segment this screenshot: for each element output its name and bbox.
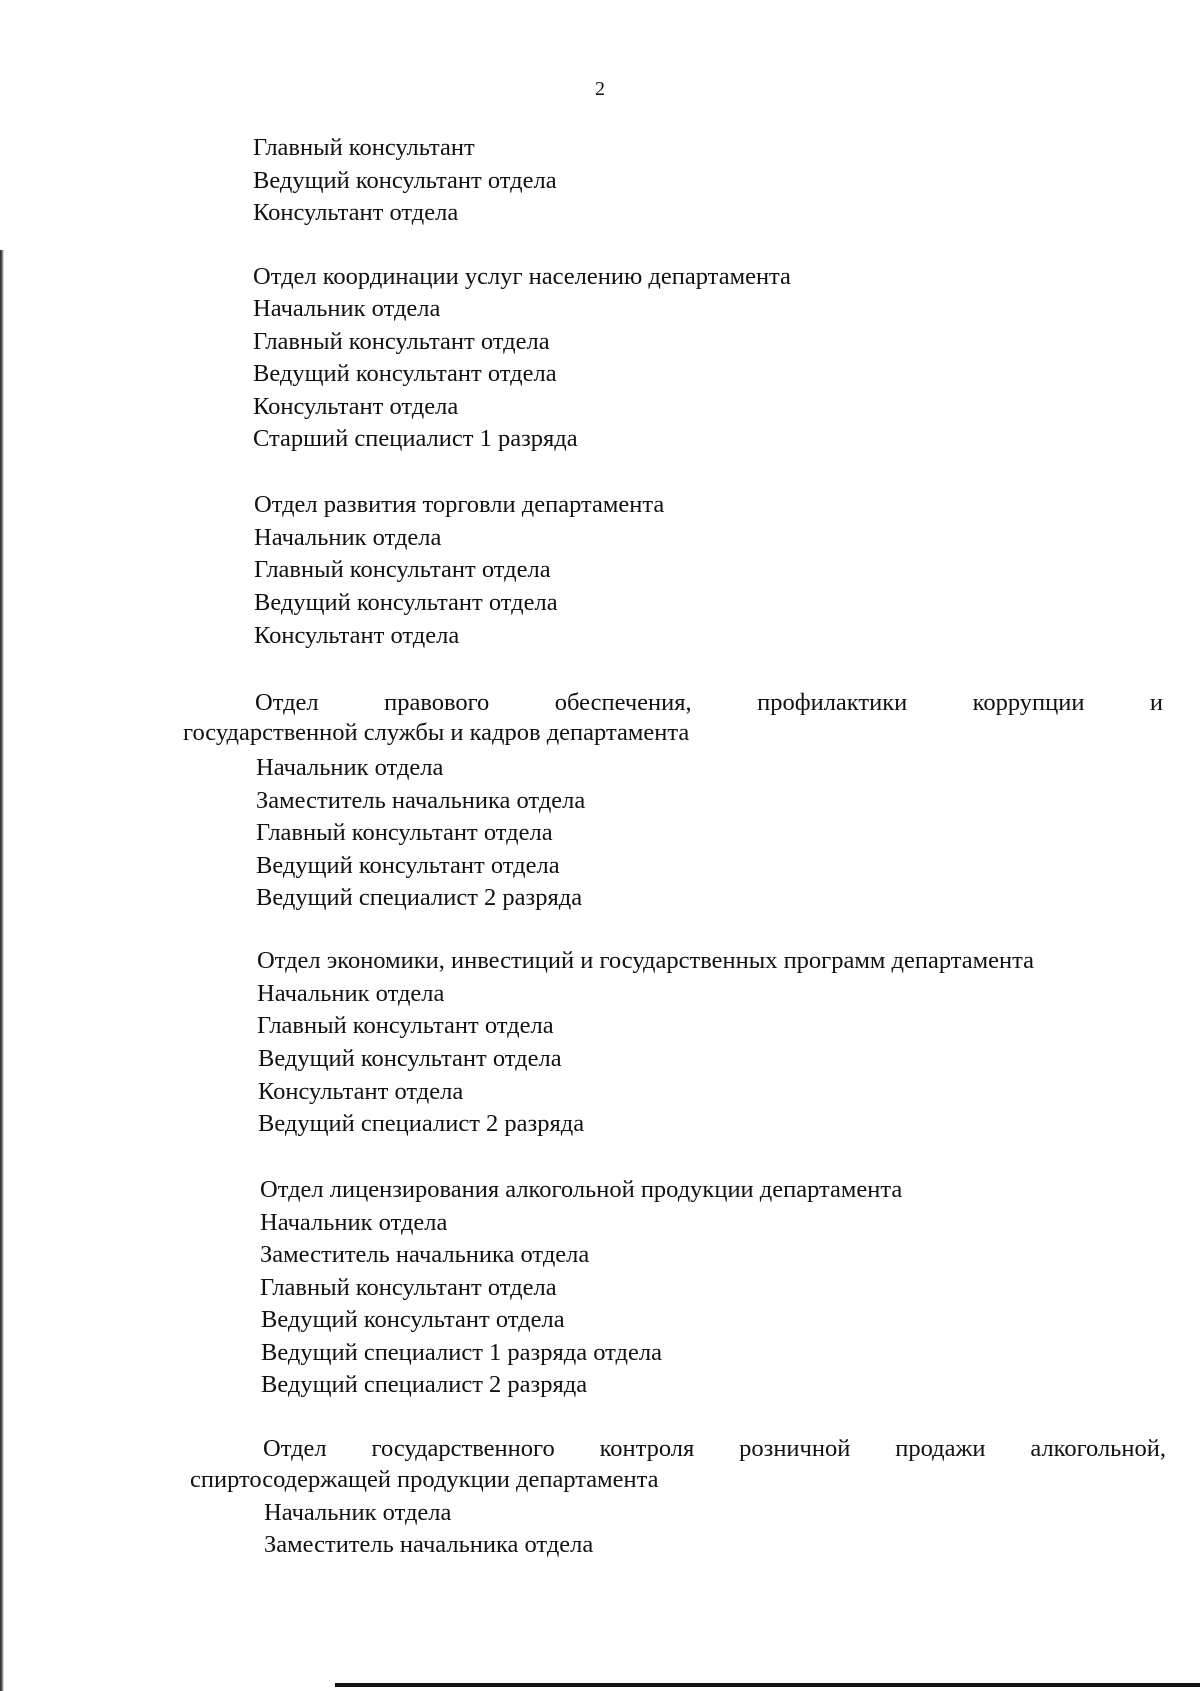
position-line: Начальник отдела [253, 295, 441, 322]
section-title: Отдел развития торговли департамента [254, 491, 665, 518]
page-number: 2 [595, 78, 605, 100]
position-line: Заместитель начальника отдела [260, 1241, 590, 1268]
title-word: Отдел [263, 1435, 327, 1462]
position-line: Начальник отдела [264, 1499, 452, 1526]
position-line: Главный консультант отдела [254, 556, 551, 583]
position-line: Ведущий консультант отдела [256, 852, 560, 879]
position-line: Начальник отдела [257, 980, 445, 1007]
position-line: Старший специалист 1 разряда [253, 425, 578, 452]
position-line: Заместитель начальника отдела [264, 1531, 594, 1558]
position-line: Начальник отдела [254, 524, 442, 551]
position-line: Ведущий консультант отдела [253, 167, 557, 194]
title-word: розничной [739, 1435, 851, 1462]
position-line: Ведущий консультант отдела [258, 1045, 562, 1072]
position-line: Ведущий специалист 1 разряда отдела [261, 1339, 662, 1366]
position-line: Главный консультант [253, 134, 475, 161]
position-line: Главный консультант отдела [253, 328, 550, 355]
position-line: Ведущий консультант отдела [261, 1306, 565, 1333]
title-word: государственного [371, 1435, 555, 1462]
title-word: обеспечения, [554, 689, 692, 716]
position-line: Консультант отдела [253, 199, 459, 226]
position-line: Начальник отдела [256, 754, 444, 781]
section-title-continuation: спиртосодержащей продукции департамента [190, 1466, 659, 1493]
section-title: Отдел координации услуг населению департамента [253, 263, 791, 290]
position-line: Консультант отдела [254, 622, 460, 649]
title-word: продажи [895, 1435, 986, 1462]
position-line: Главный консультант отдела [257, 1012, 554, 1039]
title-word: правового [384, 689, 490, 716]
position-line: Ведущий специалист 2 разряда [256, 884, 583, 911]
position-line: Заместитель начальника отдела [256, 787, 586, 814]
section-title: Отдел лицензирования алкогольной продукции департамента [260, 1176, 903, 1203]
position-line: Ведущий специалист 2 разряда [261, 1371, 588, 1398]
title-word: алкогольной, [1030, 1435, 1166, 1462]
title-word: и [1149, 689, 1163, 716]
position-line: Ведущий специалист 2 разряда [258, 1110, 585, 1137]
section-title-justified [263, 1434, 1166, 1464]
position-line: Ведущий консультант отдела [253, 360, 557, 387]
title-word: профилактики [757, 689, 908, 716]
section-title-justified [255, 688, 1163, 718]
section-title: Отдел экономики, инвестиций и государственных программ департамента [257, 947, 1034, 974]
position-line: Консультант отдела [258, 1078, 464, 1105]
title-word: коррупции [972, 689, 1085, 716]
title-word: Отдел [255, 689, 319, 716]
position-line: Главный консультант отдела [260, 1274, 557, 1301]
position-line: Консультант отдела [253, 393, 459, 420]
position-line: Главный консультант отдела [256, 819, 553, 846]
title-word: контроля [599, 1435, 695, 1462]
position-line: Ведущий консультант отдела [254, 589, 558, 616]
section-title-continuation: государственной службы и кадров департамента [183, 719, 690, 746]
position-line: Начальник отдела [260, 1209, 448, 1236]
